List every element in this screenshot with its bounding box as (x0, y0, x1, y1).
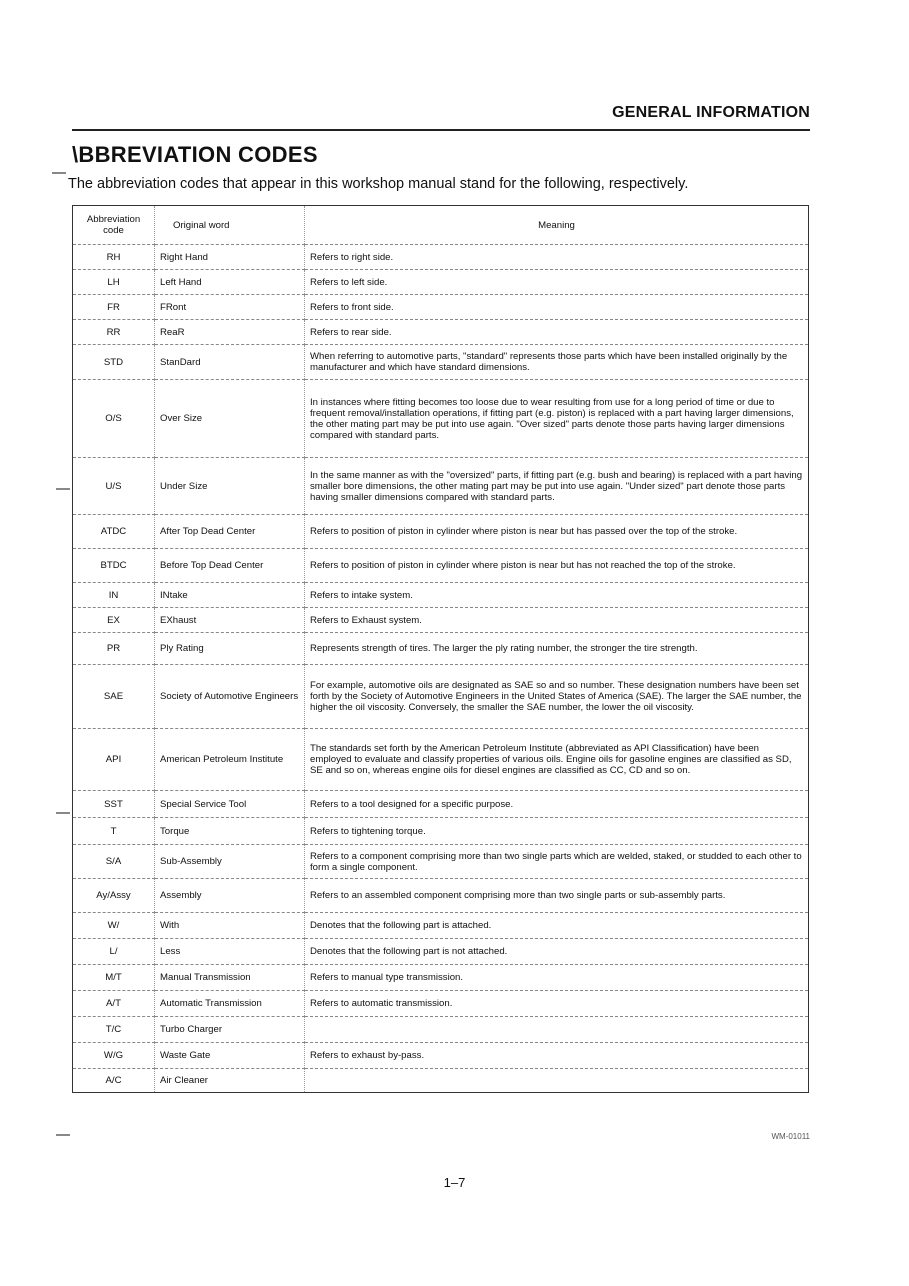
table-row (73, 665, 809, 729)
header-abbreviation-code: Abbreviation code (73, 206, 155, 245)
original-word-cell: With (155, 913, 305, 939)
abbreviation-cell: O/S (73, 380, 155, 458)
original-word-cell: Automatic Transmission (155, 991, 305, 1017)
meaning-cell: Refers to manual type transmission. (305, 965, 809, 991)
original-word-cell: American Petroleum Institute (155, 729, 305, 791)
abbreviation-cell: A/T (73, 991, 155, 1017)
table-row (73, 818, 809, 845)
meaning-cell: In the same manner as with the "oversized" parts, if fitting part (e.g. bush and bearing) is replaced with a part having smaller bore dimensions, the other mating part may be put into use again. "Under sized" part denote those parts having smaller dimensions compared with standard parts. (305, 458, 809, 515)
table-row (73, 965, 809, 991)
meaning-cell: Refers to a tool designed for a specific purpose. (305, 791, 809, 818)
table-header-row (73, 206, 809, 245)
original-word-cell: FRont (155, 295, 305, 320)
meaning-cell: Refers to tightening torque. (305, 818, 809, 845)
original-word-cell: Over Size (155, 380, 305, 458)
original-word-cell: ReaR (155, 320, 305, 345)
meaning-cell: Refers to automatic transmission. (305, 991, 809, 1017)
original-word-cell: Society of Automotive Engineers (155, 665, 305, 729)
abbreviation-cell: RR (73, 320, 155, 345)
abbreviation-cell: S/A (73, 845, 155, 879)
abbreviation-cell: EX (73, 608, 155, 633)
abbreviation-cell: W/ (73, 913, 155, 939)
abbreviation-cell: API (73, 729, 155, 791)
original-word-cell: Ply Rating (155, 633, 305, 665)
meaning-cell: In instances where fitting becomes too loose due to wear resulting from use for a long period of time or due to frequent removal/installation operations, if fitting part (e.g. piston) is replaced with a part having larger dimensions, the other mating part may be put into use again. "Over sized" parts denote those parts having larger dimensions compared with standard parts. (305, 380, 809, 458)
header-meaning: Meaning (305, 206, 809, 245)
document-code: WM-01011 (771, 1132, 810, 1141)
meaning-cell: Refers to front side. (305, 295, 809, 320)
original-word-cell: Less (155, 939, 305, 965)
table-row (73, 549, 809, 583)
abbreviation-cell: LH (73, 270, 155, 295)
table-row (73, 729, 809, 791)
abbreviation-cell: T (73, 818, 155, 845)
abbreviation-cell: L/ (73, 939, 155, 965)
original-word-cell: EXhaust (155, 608, 305, 633)
original-word-cell: Left Hand (155, 270, 305, 295)
abbreviation-cell: PR (73, 633, 155, 665)
original-word-cell: INtake (155, 583, 305, 608)
original-word-cell: Under Size (155, 458, 305, 515)
meaning-cell: Represents strength of tires. The larger the ply rating number, the stronger the tire strength. (305, 633, 809, 665)
table-row (73, 913, 809, 939)
section-title: GENERAL INFORMATION (612, 104, 810, 121)
table-row (73, 345, 809, 380)
scan-mark (56, 488, 70, 490)
table-row (73, 245, 809, 270)
table-row (73, 1043, 809, 1069)
meaning-cell: Refers to position of piston in cylinder where piston is near but has passed over the top of the stroke. (305, 515, 809, 549)
meaning-cell: Refers to position of piston in cylinder where piston is near but has not reached the top of the stroke. (305, 549, 809, 583)
table-row (73, 295, 809, 320)
abbreviation-cell: T/C (73, 1017, 155, 1043)
header-original-word: Original word (155, 206, 305, 245)
meaning-cell: Refers to an assembled component comprising more than two single parts or sub-assembly parts. (305, 879, 809, 913)
page-number: 1–7 (443, 1175, 466, 1190)
abbreviation-cell: SST (73, 791, 155, 818)
original-word-cell: Special Service Tool (155, 791, 305, 818)
scan-mark (56, 1134, 70, 1136)
abbreviation-table (72, 205, 809, 1093)
meaning-cell: The standards set forth by the American Petroleum Institute (abbreviated as API Classification) have been employed to evaluate and classify properties of various oils. Engine oils for gasoline engines are classified as SD, SE and so on, whereas engine oils for diesel engines are classified as CC, CD and so on. (305, 729, 809, 791)
abbreviation-cell: ATDC (73, 515, 155, 549)
abbreviation-cell: SAE (73, 665, 155, 729)
table-row (73, 991, 809, 1017)
table-row (73, 1017, 809, 1043)
abbreviation-cell: STD (73, 345, 155, 380)
original-word-cell: Sub-Assembly (155, 845, 305, 879)
table-row (73, 458, 809, 515)
table-row (73, 608, 809, 633)
abbreviation-cell: IN (73, 583, 155, 608)
original-word-cell: Turbo Charger (155, 1017, 305, 1043)
page-heading: \BBREVIATION CODES (72, 142, 318, 167)
meaning-cell: Denotes that the following part is attached. (305, 913, 809, 939)
abbreviation-cell: W/G (73, 1043, 155, 1069)
table-row (73, 380, 809, 458)
original-word-cell: StanDard (155, 345, 305, 380)
abbreviation-cell: RH (73, 245, 155, 270)
table-row (73, 633, 809, 665)
original-word-cell: Manual Transmission (155, 965, 305, 991)
meaning-cell: Refers to left side. (305, 270, 809, 295)
table-row (73, 879, 809, 913)
scan-mark (52, 172, 66, 174)
original-word-cell: Waste Gate (155, 1043, 305, 1069)
meaning-cell: Refers to Exhaust system. (305, 608, 809, 633)
meaning-cell: Refers to a component comprising more than two single parts which are welded, staked, or studded to each other to form a single component. (305, 845, 809, 879)
abbreviation-cell: A/C (73, 1069, 155, 1093)
original-word-cell: After Top Dead Center (155, 515, 305, 549)
meaning-cell: Refers to intake system. (305, 583, 809, 608)
table-row (73, 1069, 809, 1093)
meaning-cell (305, 1017, 809, 1043)
meaning-cell: When referring to automotive parts, "standard" represents those parts which have been installed originally by the manufacturer and which have standard dimensions. (305, 345, 809, 380)
abbreviation-cell: Ay/Assy (73, 879, 155, 913)
table-row (73, 939, 809, 965)
original-word-cell: Before Top Dead Center (155, 549, 305, 583)
meaning-cell: Refers to exhaust by-pass. (305, 1043, 809, 1069)
original-word-cell: Air Cleaner (155, 1069, 305, 1093)
table-row (73, 583, 809, 608)
table-row (73, 320, 809, 345)
table-row (73, 270, 809, 295)
scan-mark (56, 812, 70, 814)
table-row (73, 791, 809, 818)
original-word-cell: Assembly (155, 879, 305, 913)
abbreviation-cell: FR (73, 295, 155, 320)
original-word-cell: Torque (155, 818, 305, 845)
title-rule (72, 129, 810, 131)
abbreviation-cell: M/T (73, 965, 155, 991)
original-word-cell: Right Hand (155, 245, 305, 270)
meaning-cell: Refers to rear side. (305, 320, 809, 345)
meaning-cell (305, 1069, 809, 1093)
intro-text: The abbreviation codes that appear in this workshop manual stand for the following, respectively. (68, 176, 689, 192)
table-row (73, 515, 809, 549)
meaning-cell: Denotes that the following part is not attached. (305, 939, 809, 965)
abbreviation-cell: BTDC (73, 549, 155, 583)
meaning-cell: For example, automotive oils are designated as SAE so and so number. These designation numbers have been set forth by the Society of Automotive Engineers in the United States of America (SAE). The larger the SAE number, the higher the oil viscosity. Conversely, the smaller the SAE number, the lower the oil viscosity. (305, 665, 809, 729)
table-row (73, 845, 809, 879)
abbreviation-cell: U/S (73, 458, 155, 515)
meaning-cell: Refers to right side. (305, 245, 809, 270)
